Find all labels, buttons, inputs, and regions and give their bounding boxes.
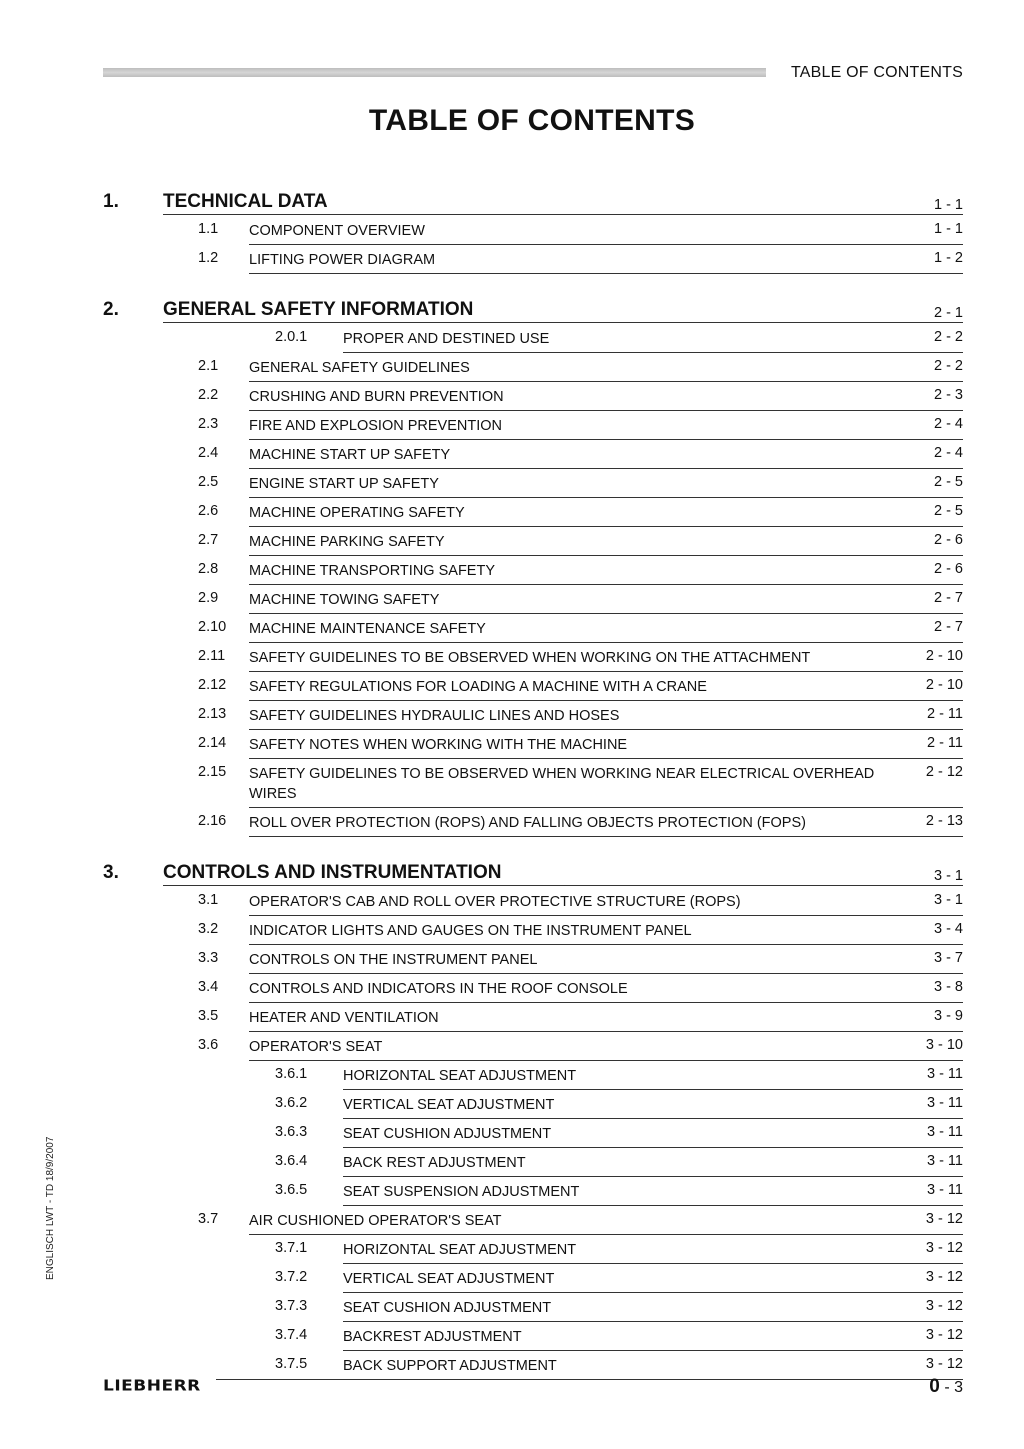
toc-entry-page: 2 - 6 <box>933 532 963 548</box>
toc-chapter-page: 1 - 1 <box>933 197 963 213</box>
toc-entry-page: 2 - 13 <box>925 813 963 829</box>
toc-entry-number: 1.1 <box>198 221 219 237</box>
toc-entry[interactable] <box>0 1322 1024 1351</box>
toc-entry-page: 2 - 11 <box>926 735 963 751</box>
toc-entry[interactable] <box>0 701 1024 730</box>
toc-entry[interactable] <box>0 498 1024 527</box>
toc-entry-page: 3 - 12 <box>925 1298 963 1314</box>
toc-entry[interactable] <box>0 353 1024 382</box>
toc-entry-number: 2.0.1 <box>275 329 308 345</box>
toc-entry-page: 3 - 10 <box>925 1037 963 1053</box>
toc-chapter-title: TECHNICAL DATA <box>163 191 963 215</box>
toc-entry-title: SAFETY REGULATIONS FOR LOADING A MACHINE WITH A CRANE <box>249 672 963 701</box>
toc-entry-number: 2.13 <box>198 706 227 722</box>
toc-chapter-page: 2 - 1 <box>933 305 963 321</box>
toc-entry[interactable] <box>0 469 1024 498</box>
toc-entry-number: 2.1 <box>198 358 219 374</box>
toc-chapter-number: 1. <box>103 191 119 212</box>
toc-entry[interactable] <box>0 730 1024 759</box>
toc-entry-title: AIR CUSHIONED OPERATOR'S SEAT <box>249 1206 963 1235</box>
toc-entry[interactable] <box>0 1177 1024 1206</box>
toc-chapter-number: 3. <box>103 862 119 883</box>
toc-entry[interactable] <box>0 1148 1024 1177</box>
header-section-label: TABLE OF CONTENTS <box>790 64 963 81</box>
toc-entry-title: SAFETY NOTES WHEN WORKING WITH THE MACHINE <box>249 730 963 759</box>
toc-entry-page: 3 - 4 <box>933 921 963 937</box>
toc-chapter-row[interactable] <box>0 186 1024 216</box>
toc-chapter-page: 3 - 1 <box>933 868 963 884</box>
toc-entry-page: 2 - 7 <box>933 619 963 635</box>
toc-entry-number: 1.2 <box>198 250 219 266</box>
page-separator: - <box>939 1379 955 1396</box>
toc-entry[interactable] <box>0 1235 1024 1264</box>
toc-chapter-title: GENERAL SAFETY INFORMATION <box>163 299 963 323</box>
toc-entry-title: COMPONENT OVERVIEW <box>249 216 963 245</box>
toc-entry-title: MACHINE PARKING SAFETY <box>249 527 963 556</box>
toc-entry-number: 3.6.2 <box>275 1095 308 1111</box>
toc-entry-number: 2.3 <box>198 416 219 432</box>
footer-rule <box>216 1379 917 1380</box>
toc-entry-page: 3 - 7 <box>933 950 963 966</box>
toc-entry-page: 2 - 5 <box>933 474 963 490</box>
page-chapter: 0 <box>929 1376 940 1397</box>
toc-entry-page: 3 - 11 <box>926 1095 963 1111</box>
toc-entry-title: SEAT CUSHION ADJUSTMENT <box>343 1119 963 1148</box>
toc-entry-page: 2 - 6 <box>933 561 963 577</box>
toc-entry[interactable] <box>0 1090 1024 1119</box>
toc-entry-title: LIFTING POWER DIAGRAM <box>249 245 963 274</box>
toc-entry-title: HORIZONTAL SEAT ADJUSTMENT <box>343 1061 963 1090</box>
toc-entry[interactable] <box>0 614 1024 643</box>
toc-entry-title: INDICATOR LIGHTS AND GAUGES ON THE INSTRUMENT PANEL <box>249 916 963 945</box>
toc-entry-number: 2.2 <box>198 387 219 403</box>
toc-entry-number: 3.7.4 <box>275 1327 308 1343</box>
toc-entry-page: 2 - 4 <box>933 416 963 432</box>
toc-entry[interactable] <box>0 440 1024 469</box>
toc-entry-title: ROLL OVER PROTECTION (ROPS) AND FALLING OBJECTS PROTECTION (FOPS) <box>249 808 963 837</box>
toc-entry[interactable] <box>0 887 1024 916</box>
page-number <box>929 1376 963 1398</box>
toc-entry-number: 3.3 <box>198 950 219 966</box>
toc-entry-number: 2.8 <box>198 561 219 577</box>
toc-entry[interactable] <box>0 916 1024 945</box>
toc-entry-title: SEAT SUSPENSION ADJUSTMENT <box>343 1177 963 1206</box>
toc-entry-number: 3.6.4 <box>275 1153 308 1169</box>
toc-entry[interactable] <box>0 759 1024 808</box>
toc-entry-number: 3.6.3 <box>275 1124 308 1140</box>
toc-chapter-row[interactable] <box>0 857 1024 887</box>
toc-entry-title: BACK REST ADJUSTMENT <box>343 1148 963 1177</box>
header-rule <box>103 68 766 77</box>
toc-entry-title: MACHINE OPERATING SAFETY <box>249 498 963 527</box>
toc-entry-title: ENGINE START UP SAFETY <box>249 469 963 498</box>
toc-entry-page: 3 - 9 <box>933 1008 963 1024</box>
side-note: ENGLISCH LWT - TD 18/9/2007 <box>45 1136 56 1280</box>
toc-entry-number: 3.4 <box>198 979 219 995</box>
toc-entry-page: 2 - 7 <box>933 590 963 606</box>
toc-entry-page: 2 - 11 <box>926 706 963 722</box>
toc-entry[interactable] <box>0 1032 1024 1061</box>
toc-entry-title: HORIZONTAL SEAT ADJUSTMENT <box>343 1235 963 1264</box>
toc-entry-page: 2 - 3 <box>933 387 963 403</box>
toc-entry-title: GENERAL SAFETY GUIDELINES <box>249 353 963 382</box>
toc-entry[interactable] <box>0 1119 1024 1148</box>
toc-entry[interactable] <box>0 808 1024 837</box>
toc-entry[interactable] <box>0 945 1024 974</box>
toc-entry-number: 3.7.3 <box>275 1298 308 1314</box>
toc-entry-number: 3.7.5 <box>275 1356 308 1372</box>
toc-entry-title: SEAT CUSHION ADJUSTMENT <box>343 1293 963 1322</box>
toc-entry-page: 2 - 10 <box>925 648 963 664</box>
toc-entry-number: 3.6.1 <box>275 1066 308 1082</box>
toc-chapter-number: 2. <box>103 299 119 320</box>
toc-entry-title: CONTROLS ON THE INSTRUMENT PANEL <box>249 945 963 974</box>
toc-entry[interactable] <box>0 672 1024 701</box>
toc-chapter-row[interactable] <box>0 294 1024 324</box>
toc-entry[interactable] <box>0 216 1024 245</box>
toc-entry-page: 3 - 11 <box>926 1124 963 1140</box>
toc-entry[interactable] <box>0 411 1024 440</box>
toc-entry-title: BACK SUPPORT ADJUSTMENT <box>343 1351 963 1380</box>
toc-entry-number: 2.16 <box>198 813 227 829</box>
toc-entry-page: 2 - 10 <box>925 677 963 693</box>
toc-entry-page: 1 - 1 <box>933 221 963 237</box>
toc-entry-page: 2 - 12 <box>925 764 963 780</box>
toc-entry-number: 2.6 <box>198 503 219 519</box>
table-of-contents <box>0 186 1024 1400</box>
toc-entry-page: 3 - 11 <box>926 1182 963 1198</box>
toc-entry-title: MACHINE TOWING SAFETY <box>249 585 963 614</box>
toc-entry[interactable] <box>0 1293 1024 1322</box>
toc-entry-title: MACHINE TRANSPORTING SAFETY <box>249 556 963 585</box>
toc-entry-number: 3.5 <box>198 1008 219 1024</box>
toc-entry-number: 3.1 <box>198 892 219 908</box>
toc-entry-number: 2.12 <box>198 677 227 693</box>
toc-entry-title: SAFETY GUIDELINES TO BE OBSERVED WHEN WORKING NEAR ELECTRICAL OVERHEAD WIRES <box>249 759 963 808</box>
toc-entry-title: CRUSHING AND BURN PREVENTION <box>249 382 963 411</box>
toc-entry-title: HEATER AND VENTILATION <box>249 1003 963 1032</box>
toc-entry-number: 3.7.2 <box>275 1269 308 1285</box>
toc-entry-title: SAFETY GUIDELINES HYDRAULIC LINES AND HOSES <box>249 701 963 730</box>
toc-entry-number: 3.7.1 <box>275 1240 308 1256</box>
toc-entry-number: 2.4 <box>198 445 219 461</box>
toc-chapter <box>0 857 1024 1380</box>
page-number-value: 3 <box>954 1379 963 1396</box>
toc-entry-title: FIRE AND EXPLOSION PREVENTION <box>249 411 963 440</box>
toc-entry-page: 3 - 12 <box>925 1240 963 1256</box>
toc-entry[interactable] <box>0 1206 1024 1235</box>
toc-entry-page: 3 - 12 <box>925 1356 963 1372</box>
toc-entry-title: OPERATOR'S CAB AND ROLL OVER PROTECTIVE STRUCTURE (ROPS) <box>249 887 963 916</box>
toc-entry-page: 3 - 12 <box>925 1211 963 1227</box>
toc-entry-page: 3 - 11 <box>926 1066 963 1082</box>
toc-entry-page: 1 - 2 <box>933 250 963 266</box>
toc-entry[interactable] <box>0 556 1024 585</box>
toc-chapter <box>0 294 1024 837</box>
toc-entry[interactable] <box>0 527 1024 556</box>
toc-entry-number: 2.11 <box>198 648 226 664</box>
toc-entry-number: 3.6 <box>198 1037 219 1053</box>
toc-entry-number: 2.9 <box>198 590 219 606</box>
toc-entry-number: 2.7 <box>198 532 219 548</box>
toc-entry-title: MACHINE MAINTENANCE SAFETY <box>249 614 963 643</box>
toc-entry-title: SAFETY GUIDELINES TO BE OBSERVED WHEN WORKING ON THE ATTACHMENT <box>249 643 963 672</box>
toc-entry-page: 2 - 2 <box>933 358 963 374</box>
toc-entry-number: 2.5 <box>198 474 219 490</box>
toc-entry[interactable] <box>0 1351 1024 1380</box>
toc-entry-number: 2.15 <box>198 764 227 780</box>
toc-entry-page: 2 - 2 <box>933 329 963 345</box>
toc-entry-page: 3 - 1 <box>933 892 963 908</box>
toc-entry-title: PROPER AND DESTINED USE <box>343 324 963 353</box>
toc-entry-page: 2 - 5 <box>933 503 963 519</box>
toc-entry-number: 3.2 <box>198 921 219 937</box>
toc-entry[interactable] <box>0 1061 1024 1090</box>
liebherr-logo: LIEBHERR <box>103 1377 201 1395</box>
toc-entry[interactable] <box>0 974 1024 1003</box>
toc-entry-number: 2.14 <box>198 735 227 751</box>
toc-entry-number: 3.6.5 <box>275 1182 308 1198</box>
toc-entry-title: BACKREST ADJUSTMENT <box>343 1322 963 1351</box>
toc-entry[interactable] <box>0 245 1024 274</box>
toc-chapter <box>0 186 1024 274</box>
toc-entry-number: 2.10 <box>198 619 227 635</box>
toc-entry-number: 3.7 <box>198 1211 219 1227</box>
toc-entry-page: 3 - 12 <box>925 1269 963 1285</box>
toc-entry[interactable] <box>0 1003 1024 1032</box>
toc-entry-title: VERTICAL SEAT ADJUSTMENT <box>343 1264 963 1293</box>
toc-entry-title: VERTICAL SEAT ADJUSTMENT <box>343 1090 963 1119</box>
toc-entry-title: CONTROLS AND INDICATORS IN THE ROOF CONSOLE <box>249 974 963 1003</box>
toc-entry[interactable] <box>0 585 1024 614</box>
toc-entry-title: MACHINE START UP SAFETY <box>249 440 963 469</box>
toc-entry-page: 3 - 8 <box>933 979 963 995</box>
toc-entry[interactable] <box>0 382 1024 411</box>
page-title: TABLE OF CONTENTS <box>368 104 696 137</box>
toc-entry[interactable] <box>0 324 1024 353</box>
toc-entry[interactable] <box>0 1264 1024 1293</box>
toc-entry-title: OPERATOR'S SEAT <box>249 1032 963 1061</box>
toc-entry-page: 3 - 12 <box>925 1327 963 1343</box>
toc-entry-page: 3 - 11 <box>926 1153 963 1169</box>
toc-entry-page: 2 - 4 <box>933 445 963 461</box>
toc-chapter-title: CONTROLS AND INSTRUMENTATION <box>163 862 963 886</box>
toc-entry[interactable] <box>0 643 1024 672</box>
